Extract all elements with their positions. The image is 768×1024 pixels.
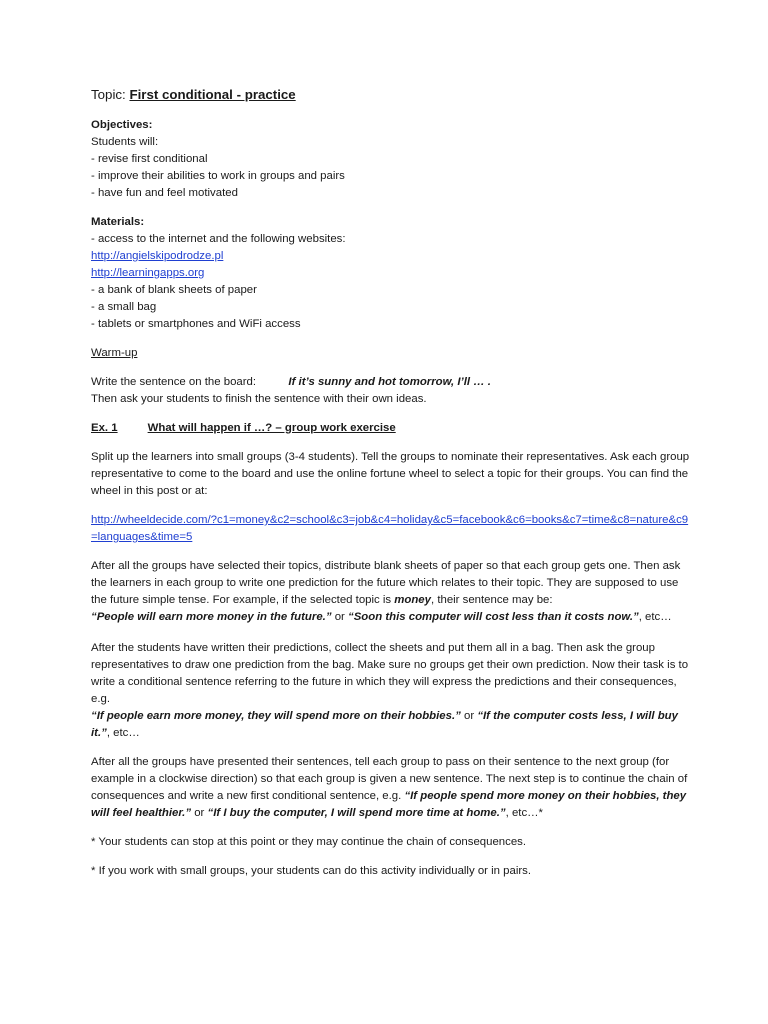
link-wheeldecide[interactable]: http://wheeldecide.com/?c1=money&c2=school&c3=job&c4=holiday&c5=facebook&c6=books&c7=time&c8=nature&c9=languages&time=5 bbox=[91, 514, 689, 543]
etc-text: , etc… bbox=[638, 611, 672, 623]
emphasis-money: money bbox=[394, 594, 431, 606]
etc-text: , etc…* bbox=[505, 807, 543, 819]
material-item: - tablets or smartphones and WiFi access bbox=[91, 318, 301, 330]
objective-item: - have fun and feel motivated bbox=[91, 187, 238, 199]
objective-item: - revise first conditional bbox=[91, 153, 208, 165]
footnote-2: * If you work with small groups, your students can do this activity individually or in pairs. bbox=[91, 865, 531, 877]
objectives-intro: Students will: bbox=[91, 136, 159, 148]
connector-text: or bbox=[460, 710, 478, 722]
topic-line bbox=[91, 85, 691, 105]
material-item: - a bank of blank sheets of paper bbox=[91, 284, 257, 296]
example-sentence: “If I buy the computer, I will spend more time at home.” bbox=[207, 807, 506, 819]
connector-text: or bbox=[331, 611, 348, 623]
warmup-text: Write the sentence on the board: bbox=[91, 376, 257, 388]
example-sentence: “If people earn more money, they will spend more on their hobbies.” bbox=[91, 710, 461, 722]
ex1-paragraph-3 bbox=[91, 640, 691, 742]
lesson-plan bbox=[91, 85, 691, 880]
ex1-paragraph-4 bbox=[91, 754, 691, 822]
connector-text: or bbox=[191, 807, 208, 819]
warmup-heading: Warm-up bbox=[91, 347, 138, 359]
paragraph-text: After all the groups have selected their topics, distribute blank sheets of paper so that each group gets one. Then ask the learners in each group to write one prediction for the future which relates to their topic. They are supposed to use the future simple tense. For example, if the selected topic is bbox=[91, 560, 681, 606]
materials-heading: Materials: bbox=[91, 216, 145, 228]
ex1-paragraph-2 bbox=[91, 558, 691, 626]
example-sentence: “If people spend more money on their hobbies, they will feel healthier.” bbox=[91, 790, 687, 819]
link-learningapps[interactable]: http://learningapps.org bbox=[91, 267, 205, 279]
paragraph-text: After the students have written their predictions, collect the sheets and put them all in a bag. Then ask the group representatives to draw one prediction from the bag. Make sure no groups get their own prediction. Now their task is to write a conditional sentence referring to the future in which they will express the predictions and their consequences, e.g. bbox=[91, 642, 689, 705]
warmup-instruction bbox=[91, 374, 691, 391]
etc-text: , etc… bbox=[106, 727, 140, 739]
topic-title: First conditional - practice bbox=[129, 87, 296, 102]
warmup-followup: Then ask your students to finish the sentence with their own ideas. bbox=[91, 393, 427, 405]
ex1-title: What will happen if …? – group work exercise bbox=[147, 422, 396, 434]
example-sentence: “People will earn more money in the future.” bbox=[91, 611, 332, 623]
link-angielskipodrodze[interactable]: http://angielskipodrodze.pl bbox=[91, 250, 224, 262]
topic-label: Topic: bbox=[91, 87, 126, 102]
ex1-number: Ex. 1 bbox=[91, 422, 118, 434]
footnote-1: * Your students can stop at this point or they may continue the chain of consequences. bbox=[91, 836, 527, 848]
material-item: - access to the internet and the following websites: bbox=[91, 233, 346, 245]
objective-item: - improve their abilities to work in groups and pairs bbox=[91, 170, 345, 182]
paragraph-text: After all the groups have presented their sentences, tell each group to pass on their sentence to the next group (for example in a clockwise direction) so that each group is given a new sentence. The next step is to continue the chain of consequences and write a new first conditional sentence, e.g. bbox=[91, 756, 688, 802]
example-sentence: “Soon this computer will cost less than it costs now.” bbox=[348, 611, 639, 623]
warmup-sentence: If it’s sunny and hot tomorrow, I’ll … . bbox=[288, 376, 491, 388]
ex1-paragraph-1: Split up the learners into small groups (3-4 students). Tell the groups to nominate their representatives. Ask each group representative to come to the board and use the online fortune wheel to select a topic for their groups. You can find the wheel in this post or at: bbox=[91, 451, 690, 497]
material-item: - a small bag bbox=[91, 301, 157, 313]
paragraph-text: , their sentence may be: bbox=[430, 594, 553, 606]
ex1-heading bbox=[91, 420, 691, 437]
example-sentence: “If the computer costs less, I will buy it.” bbox=[91, 710, 678, 739]
objectives-heading: Objectives: bbox=[91, 119, 153, 131]
